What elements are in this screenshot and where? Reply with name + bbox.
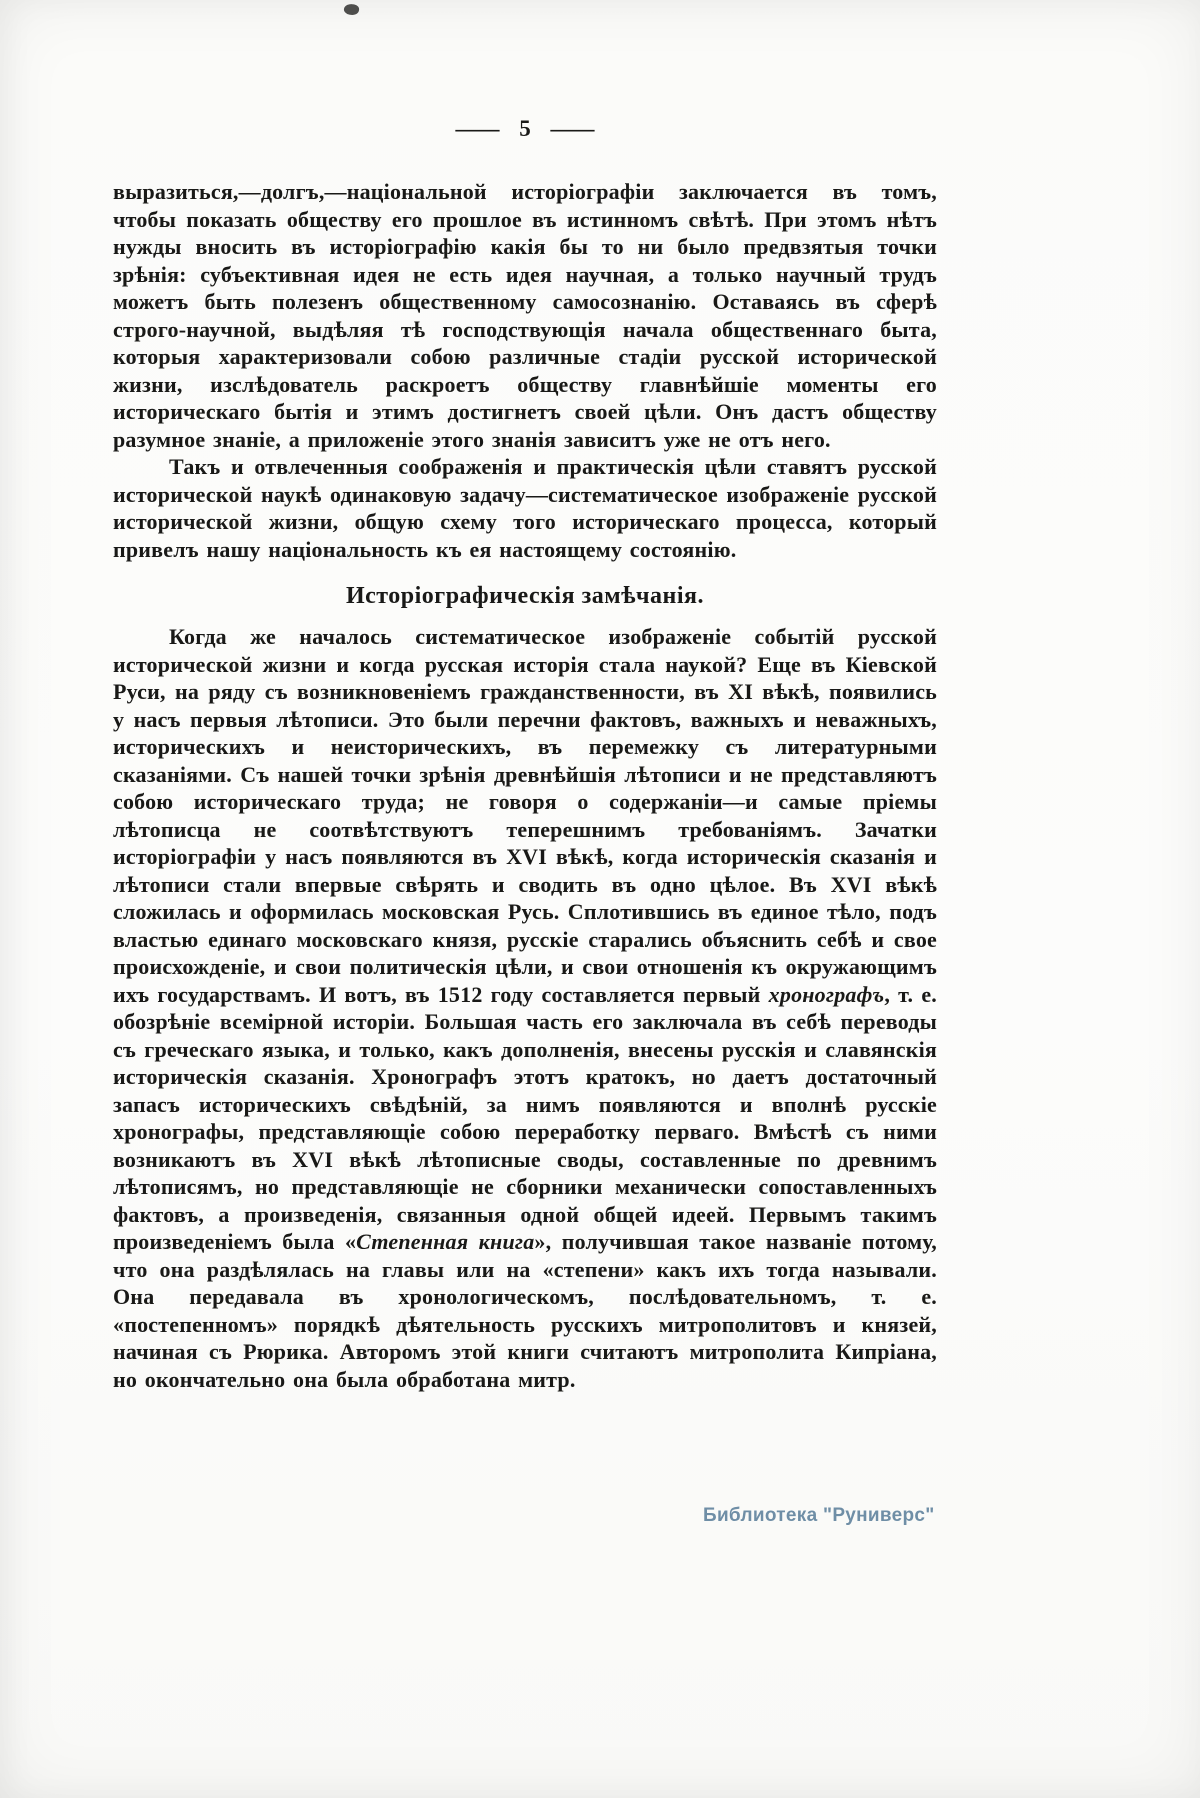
italic-term-chronograph: хронографъ: [768, 981, 885, 1007]
page-number-value: 5: [519, 116, 531, 141]
section-heading: Исторіографическія замѣчанія.: [345, 583, 704, 609]
paragraph-continuation: выразиться,—долгъ,—національной исторіографіи заключается въ томъ, чтобы показать обществу его прошлое въ истинномъ свѣтѣ. При этомъ нѣтъ нужды вносить въ исторіографію какія бы то ни было предвзятыя точки зрѣнія: субъективная идея не есть идея научная, а только научный трудъ можетъ быть полезенъ общественному самосознанію. Оставаясь въ сферѣ строго-научной, выдѣляя тѣ господствующія начала общественнаго быта, которыя характеризовали собою различные стадіи русской исторической жизни, изслѣдователь раскроетъ обществу главнѣйшіе моменты его историческаго бытія и этимъ достигнетъ своей цѣли. Онъ дастъ обществу разумное знаніе, а приложеніе этого знанія зависитъ уже не отъ него.: [113, 179, 937, 452]
page-number: [113, 116, 937, 142]
page-number-dash-left: —: [455, 116, 500, 141]
paragraph-historiography-middle: , т. е. обозрѣніе всемірной исторіи. Большая часть его заключала въ себѣ переводы съ греческаго языка, и только, какъ дополненія, внесены русскія и славянскія историческія сказанія. Хронографъ этотъ кратокъ, но даетъ достаточный запасъ историческихъ свѣдѣній, за нимъ появляются и вполнѣ русскіе хронографы, представляющіе собою переработку перваго. Вмѣстѣ съ ними возникаютъ въ XVI вѣкѣ лѣтописные своды, составленные по древнимъ лѣтописямъ, но представляющіе не сборники механически сопоставленныхъ фактовъ, а произведенія, связанныя одной общей идеей. Первымъ такимъ произведеніемъ была «: [113, 981, 937, 1254]
text-column: [113, 116, 937, 1393]
paragraph-task-of-history: Такъ и отвлеченныя соображенія и практическія цѣли ставятъ русской исторической наукѣ одинаковую задачу—систематическое изображеніе русской исторической жизни, общую схему того историческаго процесса, который привелъ нашу національность къ ея настоящему состоянію.: [113, 454, 937, 562]
library-watermark: Библиотека "Руниверс": [703, 1505, 935, 1526]
italic-term-stepennaya-kniga: Степенная книга: [356, 1229, 535, 1254]
paragraph-historiography-intro: Когда же началось систематическое изображеніе событій русской исторической жизни и когда русская исторія стала наукой? Еще въ Кіевской Руси, на ряду съ возникновеніемъ гражданственности, въ XI вѣкѣ, появились у насъ первыя лѣтописи. Это были перечни фактовъ, важныхъ и неважныхъ, историческихъ и неисторическихъ, въ перемежку съ литературными сказаніями. Съ нашей точки зрѣнія древнѣйшія лѣтописи и не представляютъ собою историческаго труда; не говоря о содержаніи—и самые пріемы лѣтописца не соотвѣтствуютъ теперешнимъ требованіямъ. Зачатки исторіографіи у насъ появляются въ XVI вѣкѣ, когда историческія сказанія и лѣтописи стали впервые свѣрять и сводить въ одно цѣлое. Въ XVI вѣкѣ сложилась и оформилась московская Русь. Сплотившись въ единое тѣло, подъ властью единаго московскаго князя, русскіе старались объяснить себѣ и свое происхожденіе, и свои политическія цѣли, и свои отношенія къ окружающимъ ихъ государствамъ. И вотъ, въ 1512 году составляется первый: [113, 624, 937, 1007]
paragraph-historiography: [113, 623, 937, 1393]
scan-artifact: [343, 3, 360, 17]
page-number-dash-right: —: [550, 116, 595, 141]
paragraph-historiography-end: », получившая такое названіе потому, что она раздѣлялась на главы или на «степени» какъ ихъ тогда называли. Она передавала въ хронологическомъ, послѣдовательномъ, т. е. «постепенномъ» порядкѣ дѣятельность русскихъ митрополитовъ и князей, начиная съ Рюрика. Авторомъ этой книги считаютъ митрополита Кипріана, но окончательно она была обработана митр.: [113, 1229, 937, 1392]
